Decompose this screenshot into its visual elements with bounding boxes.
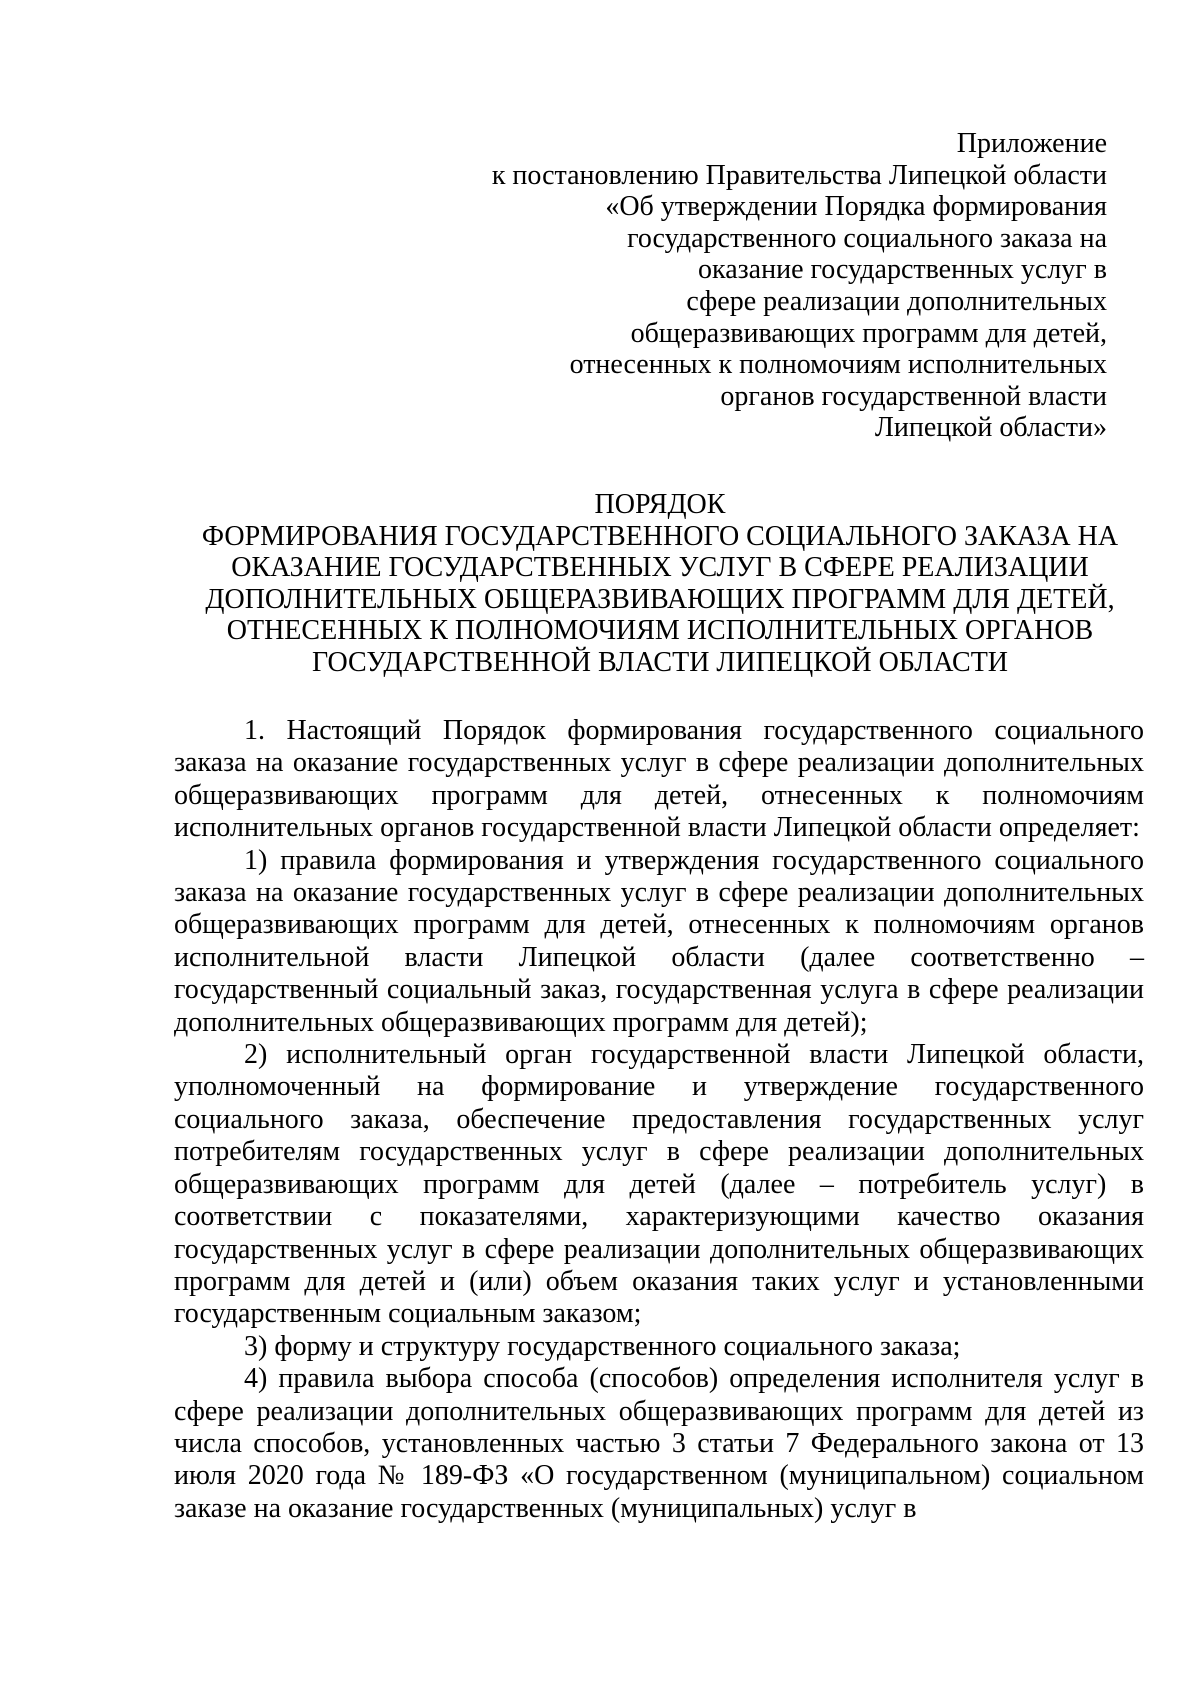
title-line: ПОРЯДОК bbox=[594, 489, 726, 520]
title-line: ГОСУДАРСТВЕННОЙ ВЛАСТИ ЛИПЕЦКОЙ ОБЛАСТИ bbox=[311, 646, 1009, 678]
document-body bbox=[174, 715, 1144, 1525]
appendix-line: государственного социального заказа на bbox=[627, 222, 1107, 254]
appendix-line: общеразвивающих программ для детей, bbox=[630, 317, 1107, 349]
appendix-line: «Об утверждении Порядка формирования bbox=[605, 191, 1107, 223]
body-paragraph: 1. Настоящий Порядок формирования государственного социального заказа на оказание государственных услуг в сфере реализации дополнительных общеразвивающих программ для детей, отнесенных к полномочиям исполнительных органов государственной власти Липецкой области определяет: bbox=[174, 715, 1144, 844]
body-paragraph: 4) правила выбора способа (способов) определения исполнителя услуг в сфере реализации дополнительных общеразвивающих программ для детей из числа способов, установленных частью 3 статьи 7 Федерального закона от 13 июля 2020 года № 189-ФЗ «О государственном (муниципальном) социальном заказе на оказание государственных (муниципальных) услуг в bbox=[174, 1363, 1144, 1524]
appendix-line: органов государственной власти bbox=[720, 380, 1107, 412]
title-line: ФОРМИРОВАНИЯ ГОСУДАРСТВЕННОГО СОЦИАЛЬНОГО ЗАКАЗА НА bbox=[201, 520, 1119, 552]
appendix-line: Липецкой области» bbox=[874, 412, 1107, 444]
body-paragraph: 3) форму и структуру государственного социального заказа; bbox=[244, 1330, 961, 1362]
appendix-line: сфере реализации дополнительных bbox=[686, 285, 1107, 317]
title-line: ОКАЗАНИЕ ГОСУДАРСТВЕННЫХ УСЛУГ В СФЕРЕ РЕАЛИЗАЦИИ bbox=[231, 552, 1089, 584]
document-title bbox=[140, 489, 1180, 679]
body-paragraph: 2) исполнительный орган государственной власти Липецкой области, уполномоченный на формирование и утверждение государственного социального заказа, обеспечение предоставления государственных услуг потребителям государственных услуг в сфере реализации дополнительных общеразвивающих программ для детей (далее – потребитель услуг) в соответствии с показателями, характеризующими качество оказания государственных услуг в сфере реализации дополнительных общеразвивающих программ для детей и (или) объем оказания таких услуг и установленными государственным социальным заказом; bbox=[174, 1039, 1144, 1330]
title-line: ДОПОЛНИТЕЛЬНЫХ ОБЩЕРАЗВИВАЮЩИХ ПРОГРАММ ДЛЯ ДЕТЕЙ, bbox=[205, 583, 1115, 615]
appendix-line: отнесенных к полномочиям исполнительных bbox=[569, 349, 1107, 381]
appendix-header bbox=[407, 128, 1107, 444]
appendix-line: Приложение bbox=[956, 128, 1107, 159]
appendix-line: к постановлению Правительства Липецкой области bbox=[491, 159, 1107, 191]
body-paragraph: 1) правила формирования и утверждения государственного социального заказа на оказание государственных услуг в сфере реализации дополнительных общеразвивающих программ для детей, отнесенных к полномочиям органов исполнительной власти Липецкой области (далее соответственно – государственный социальный заказ, государственная услуга в сфере реализации дополнительных общеразвивающих программ для детей); bbox=[174, 844, 1144, 1038]
title-line: ОТНЕСЕННЫХ К ПОЛНОМОЧИЯМ ИСПОЛНИТЕЛЬНЫХ ОРГАНОВ bbox=[226, 615, 1094, 647]
appendix-line: оказание государственных услуг в bbox=[698, 254, 1107, 286]
